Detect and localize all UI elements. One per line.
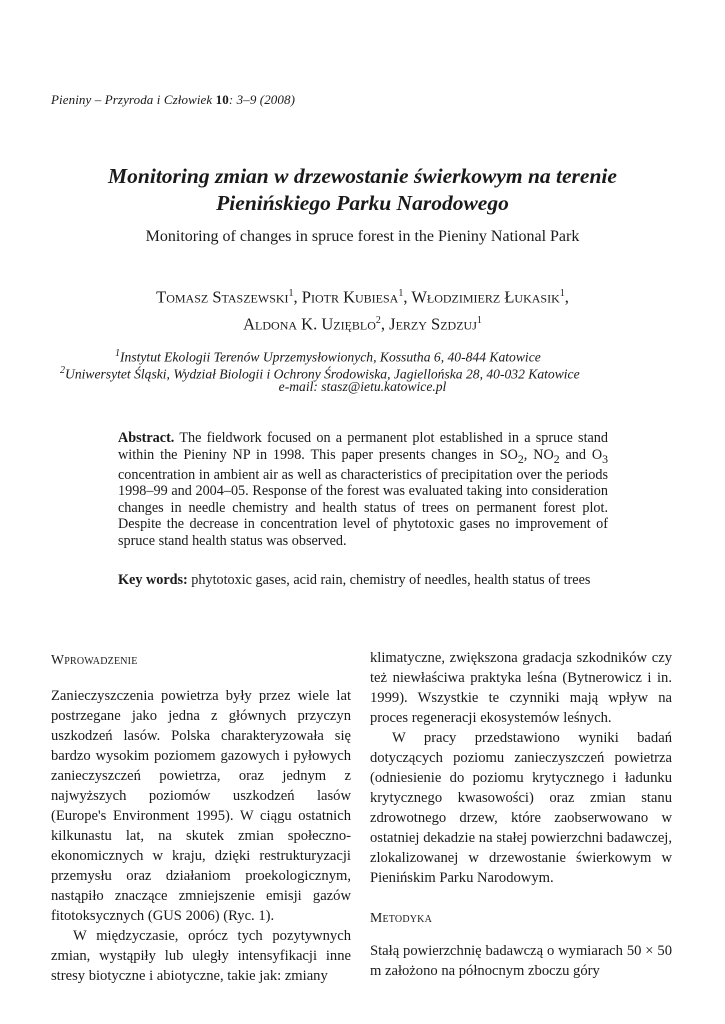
keywords-text: phytotoxic gases, acid rain, chemistry of needles, health status of trees [187,572,591,588]
abstract-text: , NO [523,446,554,463]
section-heading-introduction: Wprowadzenie [51,652,138,667]
author-affiliation-mark: 1 [288,288,294,299]
journal-pages-year: : 3–9 (2008) [228,92,296,107]
paragraph: klimatyczne, zwiększona gradacja szkodników czy też niewłaściwa praktyka leśna (Bytnerowicz i in. 1999). Wszystkie te czynniki mają wpływ na proces regeneracji ekosystemów leśnych. [370,650,672,726]
title-line-2: Pienińskiego Parku Narodowego [216,191,509,215]
affiliation-text: Uniwersytet Śląski, Wydział Biologii i Ochrony Środowiska, Jagiellońska 28, 40-032 Katowice [65,366,580,382]
author-name: Tomasz Staszewski [156,287,289,307]
author-list [0,282,725,335]
author-affiliation-mark: 1 [559,288,565,299]
english-title: Monitoring of changes in spruce forest in the Pieniny National Park [145,228,580,245]
author-affiliation-mark: 1 [398,288,404,299]
abstract-label: Abstract. [118,430,175,446]
affiliation-text: Instytut Ekologii Terenów Uprzemysłowionych, Kossutha 6, 40-844 Katowice [120,349,541,365]
subscript: 3 [602,451,608,466]
journal-citation [51,92,295,108]
author-name: Włodzimierz Łukasik [411,287,560,307]
paragraph: Stałą powierzchnię badawczą o wymiarach 50 × 50 m założono na północnym zboczu góry [370,943,672,979]
author-name: Jerzy Szdzuj [389,314,477,333]
paragraph: W międzyczasie, oprócz tych pozytywnych zmian, wystąpiły lub uległy intensyfikacji inne stresy biotyczne i abiotyczne, takie jak: zmiany [51,928,351,984]
abstract-text: and O [559,446,603,463]
paragraph: W pracy przedstawiono wyniki badań dotyczących poziomu zanieczyszczeń powietrza (odniesienie do poziomu krytycznego i ładunku krytycznego kwasowości) oraz zmian stanu zdrowotnego drzew, które zaobserwowano w ostatniej dekadzie na stałej powierzchni badawczej, zlokalizowanej w drzewostanie świerkowym w Pienińskim Parku Narodowym. [370,730,672,886]
author-affiliation-mark: 2 [375,314,381,326]
author-line-1: Tomasz Staszewski$^1$, Piotr Kubiesa$^1$, Włodzimierz Łukasik$^1$, [156,287,569,307]
affiliation-number: 2 [60,365,65,376]
keywords-label: Key words: [118,572,188,588]
subscript: 2 [517,451,524,466]
author-name: Aldona K. Uzięblo [243,314,376,333]
author-name: Piotr Kubiesa [301,287,399,307]
right-column [370,648,672,981]
author-line-2: Aldona K. Uzięblo$^2$, Jerzy Szdzuj$^1$ [243,314,482,333]
affiliation-number: 1 [115,348,120,359]
paper-title [0,163,725,217]
section-heading-methods: Metodyka [370,910,433,925]
abstract [118,430,608,549]
journal-name: Pieniny – Przyroda i Człowiek [51,92,216,107]
abstract-text: concentration in ambient air as well as characteristics of precipitation over the periods 1998–99 and 2004–05. Response of the forest was evaluated taking into consideration changes in needle chemistry and health status of trees on permanent forest plot. Despite the decrease in concentration level of phytotoxic gases no improvement of spruce stand health status was observed. [118,466,608,549]
subscript: 2 [553,451,560,466]
journal-volume: 10 [215,92,229,107]
title-line-1: Monitoring zmian w drzewostanie świerkowym na terenie [108,164,617,188]
author-affiliation-mark: 1 [476,314,482,326]
contact-email: e-mail: stasz@ietu.katowice.pl [278,379,447,394]
keywords [118,572,608,589]
abstract-text: The fieldwork focused on a permanent plot established in a spruce stand within the Pieniny NP in 1998. This paper presents changes in SO [118,430,608,463]
left-column [51,650,351,986]
paragraph: Zanieczyszczenia powietrza były przez wiele lat postrzegane jako jedna z głównych przyczyn uszkodzeń lasów. Polska charakteryzowała się bardzo wysokim poziomem gazowych i pyłowych zanieczyszczeń powietrza, oraz jednym z najwyższych poziomów uszkodzeń lasów (Europe's Environment 1995). W ciągu ostatnich kilkunastu lat, na skutek zmian społeczno-ekonomicznych w kraju, dzięki restrukturyzacji przemysłu oraz działaniom proekologicznym, nastąpiło znaczące zmniejszenie emisji gazów fitotoksycznych (GUS 2006) (Ryc. 1). [51,688,351,924]
